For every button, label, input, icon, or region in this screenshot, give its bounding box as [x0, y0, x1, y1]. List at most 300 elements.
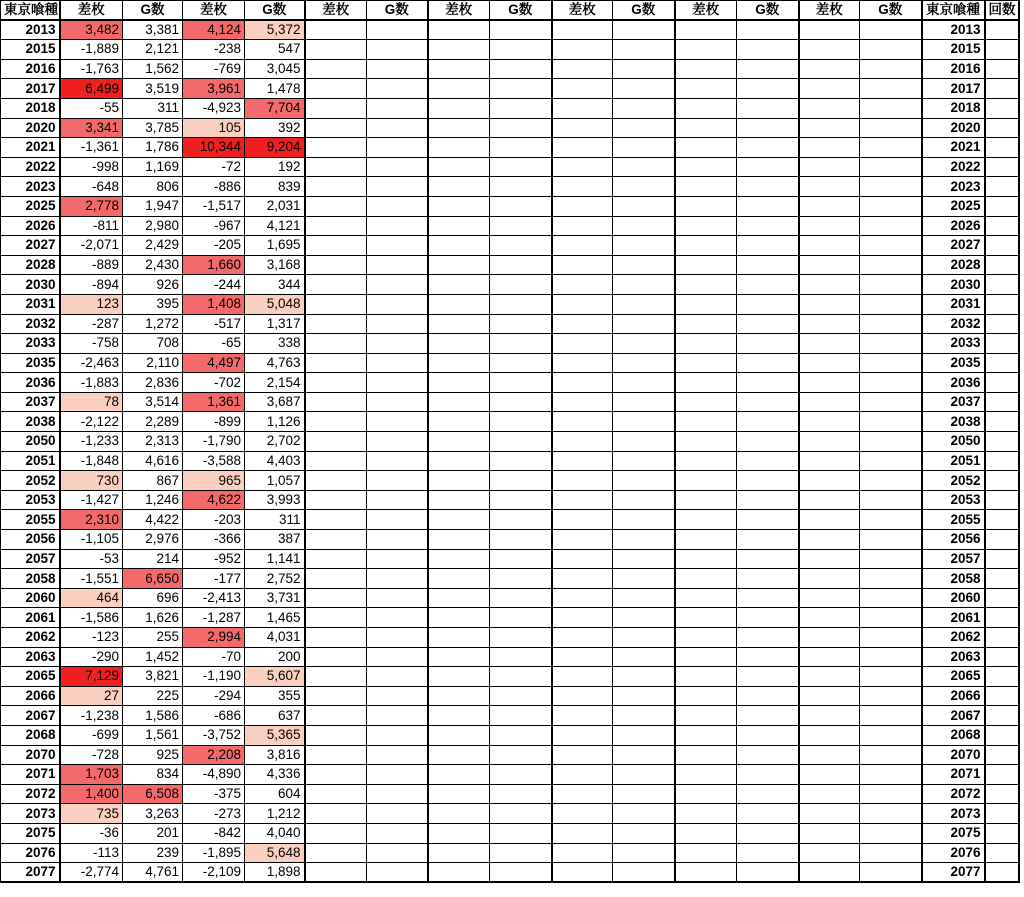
empty-cell[interactable] — [613, 784, 675, 804]
empty-cell[interactable] — [552, 255, 613, 275]
empty-cell[interactable] — [367, 412, 428, 432]
empty-cell[interactable] — [613, 98, 675, 118]
column-header-14[interactable]: G数 — [860, 1, 922, 21]
value-cell[interactable]: 1,057 — [245, 471, 305, 491]
empty-cell[interactable] — [860, 725, 922, 745]
empty-cell[interactable] — [737, 59, 799, 79]
empty-cell[interactable] — [675, 255, 737, 275]
value-cell[interactable]: 1,169 — [123, 157, 183, 177]
empty-cell[interactable] — [799, 823, 860, 843]
empty-cell[interactable] — [737, 236, 799, 256]
corner-label-cell[interactable]: 東京喰種 — [1, 1, 60, 21]
empty-cell[interactable] — [860, 530, 922, 550]
empty-cell[interactable] — [860, 569, 922, 589]
empty-cell[interactable] — [737, 157, 799, 177]
value-cell[interactable]: -811 — [60, 216, 123, 236]
empty-cell[interactable] — [305, 863, 367, 883]
empty-cell[interactable] — [305, 118, 367, 138]
value-cell[interactable]: 1,562 — [123, 59, 183, 79]
empty-cell[interactable] — [552, 471, 613, 491]
value-cell[interactable]: -699 — [60, 725, 123, 745]
empty-cell[interactable] — [613, 392, 675, 412]
empty-cell[interactable] — [552, 314, 613, 334]
value-cell[interactable]: 1,660 — [183, 255, 245, 275]
empty-cell[interactable] — [428, 843, 490, 863]
count-cell[interactable] — [985, 275, 1019, 295]
empty-cell[interactable] — [305, 314, 367, 334]
empty-cell[interactable] — [737, 725, 799, 745]
empty-cell[interactable] — [305, 98, 367, 118]
empty-cell[interactable] — [860, 314, 922, 334]
empty-cell[interactable] — [799, 647, 860, 667]
empty-cell[interactable] — [367, 59, 428, 79]
empty-cell[interactable] — [490, 667, 552, 687]
value-cell[interactable]: 4,763 — [245, 353, 305, 373]
empty-cell[interactable] — [367, 608, 428, 628]
value-cell[interactable]: -203 — [183, 510, 245, 530]
column-header-2[interactable]: G数 — [123, 1, 183, 21]
column-header-8[interactable]: G数 — [490, 1, 552, 21]
empty-cell[interactable] — [737, 863, 799, 883]
empty-cell[interactable] — [552, 745, 613, 765]
empty-cell[interactable] — [552, 667, 613, 687]
empty-cell[interactable] — [799, 530, 860, 550]
empty-cell[interactable] — [675, 432, 737, 452]
empty-cell[interactable] — [860, 686, 922, 706]
count-cell[interactable] — [985, 686, 1019, 706]
machine-id-cell[interactable]: 2058 — [1, 569, 60, 589]
empty-cell[interactable] — [367, 804, 428, 824]
empty-cell[interactable] — [490, 314, 552, 334]
value-cell[interactable]: 311 — [245, 510, 305, 530]
empty-cell[interactable] — [737, 843, 799, 863]
empty-cell[interactable] — [490, 373, 552, 393]
empty-cell[interactable] — [367, 706, 428, 726]
value-cell[interactable]: -375 — [183, 784, 245, 804]
machine-id-cell-right[interactable]: 2021 — [922, 138, 985, 158]
value-cell[interactable]: -1,427 — [60, 490, 123, 510]
count-cell[interactable] — [985, 196, 1019, 216]
empty-cell[interactable] — [737, 569, 799, 589]
empty-cell[interactable] — [305, 765, 367, 785]
count-cell[interactable] — [985, 569, 1019, 589]
empty-cell[interactable] — [737, 98, 799, 118]
value-cell[interactable]: -3,752 — [183, 725, 245, 745]
value-cell[interactable]: 3,263 — [123, 804, 183, 824]
machine-id-cell[interactable]: 2016 — [1, 59, 60, 79]
count-label-cell[interactable]: 回数 — [985, 1, 1019, 21]
machine-id-cell-right[interactable]: 2077 — [922, 863, 985, 883]
empty-cell[interactable] — [737, 451, 799, 471]
empty-cell[interactable] — [799, 79, 860, 99]
empty-cell[interactable] — [428, 706, 490, 726]
value-cell[interactable]: 6,650 — [123, 569, 183, 589]
empty-cell[interactable] — [490, 294, 552, 314]
empty-cell[interactable] — [737, 823, 799, 843]
value-cell[interactable]: -998 — [60, 157, 123, 177]
empty-cell[interactable] — [799, 686, 860, 706]
empty-cell[interactable] — [860, 157, 922, 177]
machine-id-cell-right[interactable]: 2062 — [922, 628, 985, 648]
empty-cell[interactable] — [428, 20, 490, 40]
empty-cell[interactable] — [490, 510, 552, 530]
empty-cell[interactable] — [490, 549, 552, 569]
empty-cell[interactable] — [490, 432, 552, 452]
value-cell[interactable]: -72 — [183, 157, 245, 177]
value-cell[interactable]: 4,622 — [183, 490, 245, 510]
value-cell[interactable]: 1,317 — [245, 314, 305, 334]
empty-cell[interactable] — [305, 40, 367, 60]
empty-cell[interactable] — [675, 334, 737, 354]
value-cell[interactable]: -2,071 — [60, 236, 123, 256]
empty-cell[interactable] — [428, 392, 490, 412]
value-cell[interactable]: -889 — [60, 255, 123, 275]
empty-cell[interactable] — [428, 647, 490, 667]
empty-cell[interactable] — [490, 236, 552, 256]
value-cell[interactable]: 10,344 — [183, 138, 245, 158]
empty-cell[interactable] — [675, 373, 737, 393]
count-cell[interactable] — [985, 373, 1019, 393]
value-cell[interactable]: -1,238 — [60, 706, 123, 726]
empty-cell[interactable] — [305, 510, 367, 530]
value-cell[interactable]: 2,702 — [245, 432, 305, 452]
empty-cell[interactable] — [799, 275, 860, 295]
value-cell[interactable]: 4,497 — [183, 353, 245, 373]
count-cell[interactable] — [985, 549, 1019, 569]
empty-cell[interactable] — [613, 667, 675, 687]
empty-cell[interactable] — [613, 588, 675, 608]
value-cell[interactable]: 2,310 — [60, 510, 123, 530]
empty-cell[interactable] — [675, 236, 737, 256]
empty-cell[interactable] — [860, 510, 922, 530]
machine-id-cell[interactable]: 2052 — [1, 471, 60, 491]
empty-cell[interactable] — [737, 706, 799, 726]
value-cell[interactable]: 2,994 — [183, 628, 245, 648]
machine-id-cell-right[interactable]: 2068 — [922, 725, 985, 745]
value-cell[interactable]: -55 — [60, 98, 123, 118]
machine-id-cell-right[interactable]: 2020 — [922, 118, 985, 138]
count-cell[interactable] — [985, 216, 1019, 236]
value-cell[interactable]: -1,883 — [60, 373, 123, 393]
empty-cell[interactable] — [428, 334, 490, 354]
count-cell[interactable] — [985, 745, 1019, 765]
empty-cell[interactable] — [799, 863, 860, 883]
empty-cell[interactable] — [367, 647, 428, 667]
empty-cell[interactable] — [675, 471, 737, 491]
empty-cell[interactable] — [799, 608, 860, 628]
value-cell[interactable]: 4,336 — [245, 765, 305, 785]
value-cell[interactable]: 1,400 — [60, 784, 123, 804]
empty-cell[interactable] — [675, 686, 737, 706]
empty-cell[interactable] — [428, 59, 490, 79]
empty-cell[interactable] — [305, 490, 367, 510]
empty-cell[interactable] — [675, 784, 737, 804]
empty-cell[interactable] — [799, 432, 860, 452]
machine-id-cell-right[interactable]: 2028 — [922, 255, 985, 275]
empty-cell[interactable] — [675, 40, 737, 60]
empty-cell[interactable] — [799, 196, 860, 216]
machine-id-cell-right[interactable]: 2025 — [922, 196, 985, 216]
value-cell[interactable]: 123 — [60, 294, 123, 314]
empty-cell[interactable] — [860, 236, 922, 256]
empty-cell[interactable] — [305, 275, 367, 295]
empty-cell[interactable] — [799, 490, 860, 510]
empty-cell[interactable] — [428, 118, 490, 138]
machine-id-cell[interactable]: 2051 — [1, 451, 60, 471]
empty-cell[interactable] — [737, 765, 799, 785]
empty-cell[interactable] — [367, 157, 428, 177]
machine-id-cell[interactable]: 2068 — [1, 725, 60, 745]
empty-cell[interactable] — [367, 863, 428, 883]
value-cell[interactable]: 5,365 — [245, 725, 305, 745]
empty-cell[interactable] — [552, 843, 613, 863]
empty-cell[interactable] — [428, 588, 490, 608]
empty-cell[interactable] — [613, 20, 675, 40]
value-cell[interactable]: 2,976 — [123, 530, 183, 550]
value-cell[interactable]: -1,848 — [60, 451, 123, 471]
machine-id-cell[interactable]: 2020 — [1, 118, 60, 138]
count-cell[interactable] — [985, 628, 1019, 648]
empty-cell[interactable] — [367, 530, 428, 550]
empty-cell[interactable] — [860, 765, 922, 785]
empty-cell[interactable] — [428, 157, 490, 177]
empty-cell[interactable] — [613, 451, 675, 471]
empty-cell[interactable] — [428, 784, 490, 804]
empty-cell[interactable] — [737, 412, 799, 432]
machine-id-cell[interactable]: 2063 — [1, 647, 60, 667]
count-cell[interactable] — [985, 177, 1019, 197]
empty-cell[interactable] — [799, 471, 860, 491]
empty-cell[interactable] — [799, 765, 860, 785]
value-cell[interactable]: -2,122 — [60, 412, 123, 432]
value-cell[interactable]: 2,778 — [60, 196, 123, 216]
empty-cell[interactable] — [613, 745, 675, 765]
empty-cell[interactable] — [552, 353, 613, 373]
value-cell[interactable]: 2,429 — [123, 236, 183, 256]
machine-id-cell-right[interactable]: 2067 — [922, 706, 985, 726]
count-cell[interactable] — [985, 236, 1019, 256]
empty-cell[interactable] — [305, 353, 367, 373]
column-header-7[interactable]: 差枚 — [428, 1, 490, 21]
machine-id-cell-right[interactable]: 2075 — [922, 823, 985, 843]
empty-cell[interactable] — [552, 530, 613, 550]
value-cell[interactable]: -842 — [183, 823, 245, 843]
empty-cell[interactable] — [675, 608, 737, 628]
empty-cell[interactable] — [613, 510, 675, 530]
count-cell[interactable] — [985, 706, 1019, 726]
empty-cell[interactable] — [305, 157, 367, 177]
value-cell[interactable]: 1,786 — [123, 138, 183, 158]
empty-cell[interactable] — [737, 510, 799, 530]
machine-id-cell-right[interactable]: 2031 — [922, 294, 985, 314]
empty-cell[interactable] — [305, 569, 367, 589]
empty-cell[interactable] — [675, 392, 737, 412]
empty-cell[interactable] — [737, 647, 799, 667]
machine-id-cell-right[interactable]: 2061 — [922, 608, 985, 628]
machine-id-cell[interactable]: 2026 — [1, 216, 60, 236]
empty-cell[interactable] — [428, 275, 490, 295]
empty-cell[interactable] — [428, 255, 490, 275]
empty-cell[interactable] — [305, 823, 367, 843]
empty-cell[interactable] — [799, 177, 860, 197]
empty-cell[interactable] — [799, 412, 860, 432]
value-cell[interactable]: 2,031 — [245, 196, 305, 216]
empty-cell[interactable] — [737, 549, 799, 569]
value-cell[interactable]: -967 — [183, 216, 245, 236]
empty-cell[interactable] — [305, 196, 367, 216]
empty-cell[interactable] — [675, 863, 737, 883]
empty-cell[interactable] — [552, 588, 613, 608]
empty-cell[interactable] — [552, 510, 613, 530]
value-cell[interactable]: 547 — [245, 40, 305, 60]
empty-cell[interactable] — [490, 216, 552, 236]
value-cell[interactable]: 3,961 — [183, 79, 245, 99]
empty-cell[interactable] — [799, 40, 860, 60]
value-cell[interactable]: 2,154 — [245, 373, 305, 393]
empty-cell[interactable] — [490, 353, 552, 373]
value-cell[interactable]: 3,731 — [245, 588, 305, 608]
machine-id-cell[interactable]: 2076 — [1, 843, 60, 863]
empty-cell[interactable] — [860, 745, 922, 765]
column-header-9[interactable]: 差枚 — [552, 1, 613, 21]
empty-cell[interactable] — [675, 451, 737, 471]
empty-cell[interactable] — [737, 138, 799, 158]
empty-cell[interactable] — [305, 745, 367, 765]
value-cell[interactable]: 925 — [123, 745, 183, 765]
empty-cell[interactable] — [428, 216, 490, 236]
empty-cell[interactable] — [367, 196, 428, 216]
value-cell[interactable]: 464 — [60, 588, 123, 608]
value-cell[interactable]: 355 — [245, 686, 305, 706]
machine-id-cell[interactable]: 2061 — [1, 608, 60, 628]
empty-cell[interactable] — [860, 294, 922, 314]
machine-id-cell-right[interactable]: 2030 — [922, 275, 985, 295]
value-cell[interactable]: -1,287 — [183, 608, 245, 628]
empty-cell[interactable] — [860, 216, 922, 236]
empty-cell[interactable] — [675, 569, 737, 589]
value-cell[interactable]: 5,048 — [245, 294, 305, 314]
value-cell[interactable]: 1,898 — [245, 863, 305, 883]
empty-cell[interactable] — [613, 686, 675, 706]
empty-cell[interactable] — [737, 79, 799, 99]
empty-cell[interactable] — [490, 588, 552, 608]
empty-cell[interactable] — [860, 628, 922, 648]
value-cell[interactable]: 255 — [123, 628, 183, 648]
empty-cell[interactable] — [305, 138, 367, 158]
empty-cell[interactable] — [675, 314, 737, 334]
count-cell[interactable] — [985, 863, 1019, 883]
empty-cell[interactable] — [428, 40, 490, 60]
empty-cell[interactable] — [737, 314, 799, 334]
empty-cell[interactable] — [860, 392, 922, 412]
value-cell[interactable]: 1,246 — [123, 490, 183, 510]
count-cell[interactable] — [985, 314, 1019, 334]
empty-cell[interactable] — [799, 294, 860, 314]
empty-cell[interactable] — [613, 843, 675, 863]
empty-cell[interactable] — [305, 412, 367, 432]
machine-id-cell-right[interactable]: 2015 — [922, 40, 985, 60]
machine-id-cell[interactable]: 2060 — [1, 588, 60, 608]
value-cell[interactable]: 7,129 — [60, 667, 123, 687]
empty-cell[interactable] — [860, 471, 922, 491]
value-cell[interactable]: -1,551 — [60, 569, 123, 589]
count-cell[interactable] — [985, 843, 1019, 863]
empty-cell[interactable] — [552, 392, 613, 412]
machine-id-cell-right[interactable]: 2065 — [922, 667, 985, 687]
empty-cell[interactable] — [305, 588, 367, 608]
empty-cell[interactable] — [675, 20, 737, 40]
empty-cell[interactable] — [490, 118, 552, 138]
empty-cell[interactable] — [490, 177, 552, 197]
empty-cell[interactable] — [552, 804, 613, 824]
value-cell[interactable]: 834 — [123, 765, 183, 785]
count-cell[interactable] — [985, 667, 1019, 687]
machine-id-cell[interactable]: 2077 — [1, 863, 60, 883]
value-cell[interactable]: 2,313 — [123, 432, 183, 452]
empty-cell[interactable] — [613, 294, 675, 314]
machine-id-cell-right[interactable]: 2032 — [922, 314, 985, 334]
empty-cell[interactable] — [737, 294, 799, 314]
value-cell[interactable]: 2,289 — [123, 412, 183, 432]
value-cell[interactable]: 1,408 — [183, 294, 245, 314]
empty-cell[interactable] — [367, 510, 428, 530]
empty-cell[interactable] — [613, 628, 675, 648]
empty-cell[interactable] — [490, 863, 552, 883]
empty-cell[interactable] — [860, 549, 922, 569]
column-header-1[interactable]: 差枚 — [60, 1, 123, 21]
value-cell[interactable]: 735 — [60, 804, 123, 824]
empty-cell[interactable] — [490, 471, 552, 491]
empty-cell[interactable] — [675, 588, 737, 608]
machine-id-cell-right[interactable]: 2063 — [922, 647, 985, 667]
empty-cell[interactable] — [367, 392, 428, 412]
empty-cell[interactable] — [428, 608, 490, 628]
empty-cell[interactable] — [552, 608, 613, 628]
count-cell[interactable] — [985, 451, 1019, 471]
machine-id-cell[interactable]: 2050 — [1, 432, 60, 452]
value-cell[interactable]: 2,752 — [245, 569, 305, 589]
empty-cell[interactable] — [613, 177, 675, 197]
empty-cell[interactable] — [367, 275, 428, 295]
empty-cell[interactable] — [305, 843, 367, 863]
empty-cell[interactable] — [552, 725, 613, 745]
value-cell[interactable]: 387 — [245, 530, 305, 550]
empty-cell[interactable] — [613, 157, 675, 177]
empty-cell[interactable] — [367, 490, 428, 510]
empty-cell[interactable] — [860, 667, 922, 687]
value-cell[interactable]: -1,586 — [60, 608, 123, 628]
empty-cell[interactable] — [367, 216, 428, 236]
machine-id-cell-right[interactable]: 2058 — [922, 569, 985, 589]
empty-cell[interactable] — [613, 118, 675, 138]
value-cell[interactable]: -894 — [60, 275, 123, 295]
machine-id-cell[interactable]: 2032 — [1, 314, 60, 334]
empty-cell[interactable] — [860, 177, 922, 197]
empty-cell[interactable] — [799, 373, 860, 393]
empty-cell[interactable] — [367, 843, 428, 863]
machine-id-cell-right[interactable]: 2066 — [922, 686, 985, 706]
value-cell[interactable]: -1,361 — [60, 138, 123, 158]
empty-cell[interactable] — [860, 706, 922, 726]
empty-cell[interactable] — [613, 706, 675, 726]
column-header-5[interactable]: 差枚 — [305, 1, 367, 21]
empty-cell[interactable] — [305, 294, 367, 314]
count-cell[interactable] — [985, 118, 1019, 138]
empty-cell[interactable] — [428, 373, 490, 393]
value-cell[interactable]: 2,208 — [183, 745, 245, 765]
empty-cell[interactable] — [490, 59, 552, 79]
count-cell[interactable] — [985, 138, 1019, 158]
